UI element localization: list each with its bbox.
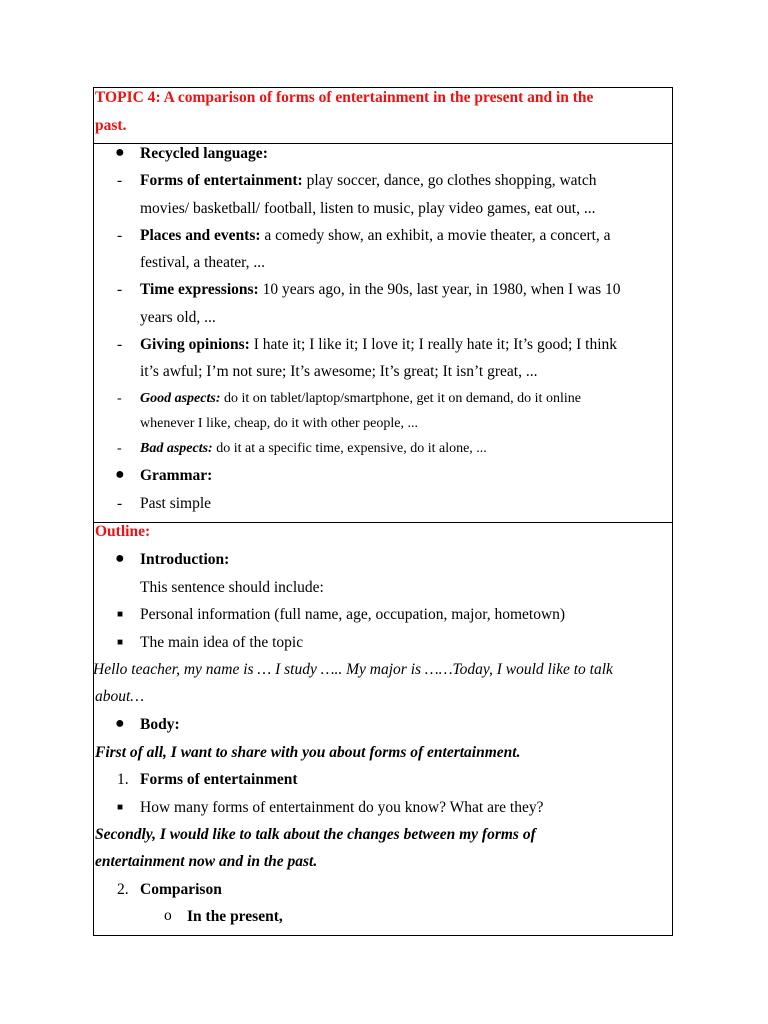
sample-line2: about…: [95, 688, 145, 705]
bullet-icon: ●: [115, 715, 125, 732]
good-aspects-line1: Good aspects: do it on tablet/laptop/smartphone, get it on demand, do it online: [140, 391, 581, 406]
topic-label: TOPIC 4: [95, 89, 156, 106]
bullet-icon: ●: [115, 466, 125, 483]
dash-icon: -: [117, 495, 123, 512]
second-line2: entertainment now and in the past.: [95, 853, 318, 870]
item2-label: Comparison: [140, 881, 222, 898]
forms-line1: Forms of entertainment: play soccer, dance, go clothes shopping, watch: [140, 172, 597, 189]
dash-icon: -: [117, 281, 123, 298]
item1-label: Forms of entertainment: [140, 771, 298, 788]
square-bullet-icon: ■: [117, 802, 124, 813]
sample-line1: Hello teacher, my name is … I study ….. My major is ……Today, I would like to talk: [93, 661, 613, 678]
grammar-item: Past simple: [140, 495, 212, 512]
intro-item-2: The main idea of the topic: [140, 634, 304, 651]
first-line: First of all, I want to share with you about forms of entertainment.: [95, 744, 521, 761]
bad-aspects-line: Bad aspects: do it at a specific time, expensive, do it alone, ...: [140, 441, 487, 456]
dash-icon: -: [117, 441, 122, 456]
square-bullet-icon: ■: [117, 637, 124, 648]
opinions-line2: it’s awful; I’m not sure; It’s awesome; It’s great; It isn’t great, ...: [140, 363, 538, 380]
time-line1: Time expressions: 10 years ago, in the 90s, last year, in 1980, when I was 10: [140, 281, 621, 298]
places-line1: Places and events: a comedy show, an exhibit, a movie theater, a concert, a: [140, 227, 611, 244]
dash-icon: -: [117, 172, 123, 189]
circle-bullet-icon: o: [164, 907, 172, 924]
opinions-line1: Giving opinions: I hate it; I like it; I love it; I really hate it; It’s good; I think: [140, 336, 618, 353]
topic-title-line1: TOPIC 4: A comparison of forms of entertainment in the present and in the: [95, 89, 594, 106]
intro-heading: Introduction:: [140, 551, 230, 568]
intro-item-1: Personal information (full name, age, occupation, major, hometown): [140, 606, 566, 623]
item1-number: 1.: [117, 771, 129, 788]
dash-icon: -: [117, 391, 122, 406]
second-line1: Secondly, I would like to talk about the changes between my forms of: [95, 826, 536, 843]
bullet-icon: ●: [115, 550, 125, 567]
item2-number: 2.: [117, 881, 129, 898]
square-bullet-icon: ■: [117, 609, 124, 620]
item1-question: How many forms of entertainment do you know? What are they?: [140, 799, 544, 816]
recycled-heading: Recycled language:: [140, 145, 268, 162]
outline-heading: Outline:: [95, 523, 151, 540]
topic-title-line2: past.: [95, 117, 127, 134]
dash-icon: -: [117, 227, 123, 244]
intro-sentence: This sentence should include:: [140, 579, 324, 596]
time-line2: years old, ...: [140, 309, 216, 326]
places-line2: festival, a theater, ...: [140, 254, 266, 271]
body-heading: Body:: [140, 716, 180, 733]
sub-label: In the present,: [187, 908, 283, 925]
dash-icon: -: [117, 336, 123, 353]
grammar-heading: Grammar:: [140, 467, 213, 484]
bullet-icon: ●: [115, 144, 125, 161]
forms-line2: movies/ basketball/ football, listen to music, play video games, eat out, ...: [140, 200, 596, 217]
good-aspects-line2: whenever I like, cheap, do it with other people, ...: [140, 416, 418, 431]
